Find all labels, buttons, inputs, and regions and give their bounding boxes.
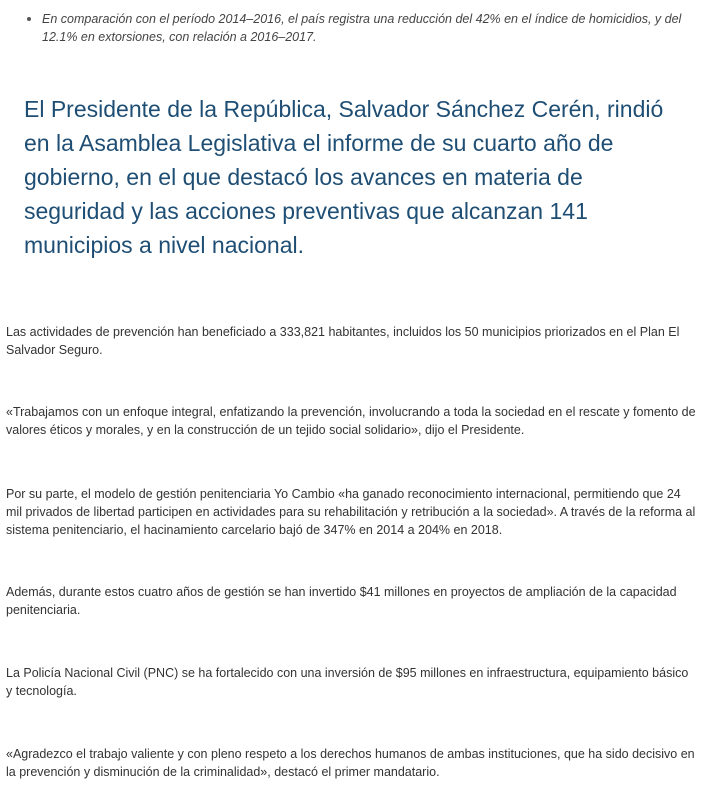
body-paragraph: Las actividades de prevención han beneficiado a 333,821 habitantes, incluidos los 50 municipios priorizados en el Plan El Salvador Seguro. [6,325,680,357]
bullet-list [24,10,684,46]
bullet-text: En comparación con el período 2014–2016, el país registra una reducción del 42% en el índice de homicidios, y del 12.1% en extorsiones, con relación a 2016–2017. [42,12,682,44]
body-paragraph: Además, durante estos cuatro años de gestión se han invertido $41 millones en proyectos de ampliación de la capacidad penitenciaria. [6,585,677,617]
body-paragraph: La Policía Nacional Civil (PNC) se ha fortalecido con una inversión de $95 millones en infraestructura, equipamiento básico y tecnología. [6,666,689,698]
bullet-item [24,10,684,46]
body-paragraph: «Agradezco el trabajo valiente y con pleno respeto a los derechos humanos de ambas instituciones, que ha sido decisivo en la prevención y disminución de la criminalidad», destacó el primer mandatario. [6,747,695,779]
lead-paragraph: El Presidente de la República, Salvador Sánchez Cerén, rindió en la Asamblea Legislativa el informe de su cuarto año de gobierno, en el que destacó los avances en materia de seguridad y las acciones preventivas que alcanzan 141 municipios a nivel nacional. [24,96,664,258]
body-paragraph: Por su parte, el modelo de gestión penitenciaria Yo Cambio «ha ganado reconocimiento internacional, permitiendo que 24 mil privados de libertad participen en actividades para su rehabilitación y retribución a la sociedad». A través de la reforma al sistema penitenciario, el hacinamiento carcelario bajó de 347% en 2014 a 204% en 2018. [6,487,696,537]
body-paragraph: «Trabajamos con un enfoque integral, enfatizando la prevención, involucrando a toda la sociedad en el rescate y fomento de valores éticos y morales, y en la construcción de un tejido social solidario», dijo el Presidente. [6,405,696,437]
bullet-dot-icon [27,17,31,21]
